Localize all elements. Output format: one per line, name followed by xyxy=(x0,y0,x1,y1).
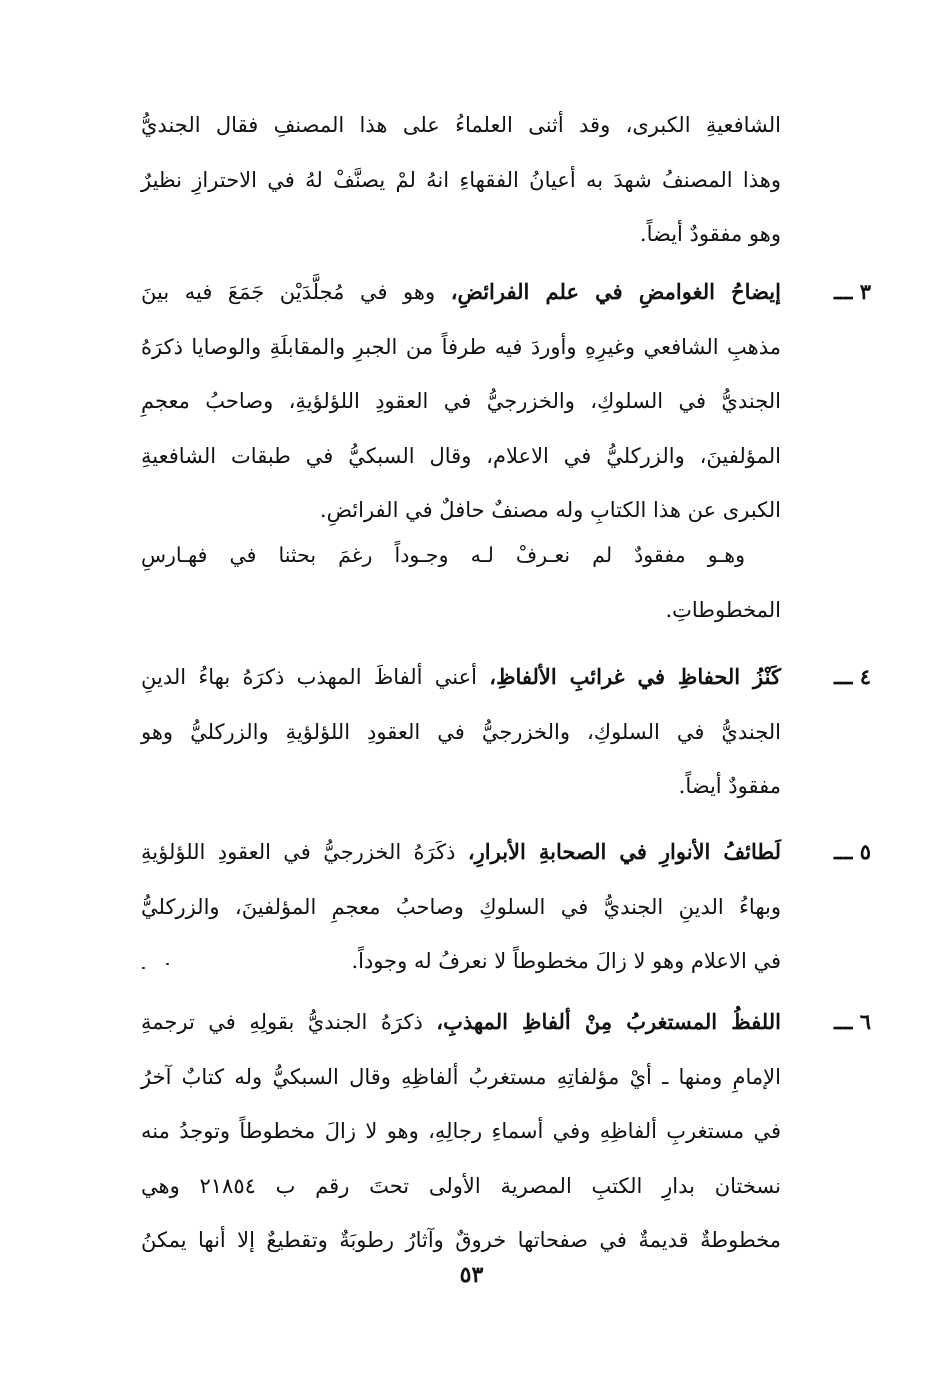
item-4-title: كَنْزُ الحفاظِ في غرائبِ الألفاظِ، xyxy=(489,664,781,689)
scan-speck xyxy=(166,963,169,965)
intro-line-2: وهذا المصنفُ شهدَ به أعيانُ الفقهاءِ انهُ لمْ يصنَّفْ لهُ في الاحترازِ نظيرٌ xyxy=(141,167,781,192)
item-3-line-5: الكبرى عن هذا الكتابِ وله مصنفٌ حافلٌ في الفرائضِ. xyxy=(319,498,781,522)
item-5-entry xyxy=(141,825,781,989)
item-6-line-2: الإمامِ ومنها ـ أيْ مؤلفاتِهِ مستغربُ ألفاظِهِ وقال السبكيُّ وله كتابٌ آخرُ xyxy=(141,1064,781,1089)
intro-paragraph xyxy=(141,98,781,262)
item-3-line-4: المؤلفينَ، والزركليُّ في الاعلام، وقال السبكيُّ في طبقات الشافعيةِ xyxy=(141,443,781,468)
item-number-3: ٣ ـــ xyxy=(833,279,871,304)
item-3-line-2: مذهبِ الشافعي وغيرِهِ وأوردَ فيه طرفاً من الجبرِ والمقابلَةِ والوصايا ذكرَهُ xyxy=(141,334,781,359)
page-number: ٥٣ xyxy=(459,1262,484,1288)
item-6-line-3: في مستغربِ ألفاظِهِ وفي أسماءِ رجالِهِ، وهو لا زالَ مخطوطاً وتوجدُ منه xyxy=(141,1119,781,1143)
item-4-line-2: الجنديُّ في السلوكِ، والخزرجيُّ في العقودِ اللؤلؤيةِ والزركليُّ وهو xyxy=(141,719,781,744)
item-4-first-line xyxy=(141,650,781,705)
item-5-line-3: في الاعلام وهو لا زالَ مخطوطاً لا نعرفُ له وجوداً. xyxy=(351,949,781,973)
item-6-line-5: مخطوطةٌ قديمةٌ في صفحاتها خروقٌ وآثارُ رطوبَةٌ وتقطيعٌ إلا أنها يمكنُ xyxy=(141,1228,781,1252)
item-number-6: ٦ ـــ xyxy=(833,1009,871,1034)
item-3-line-1: وهو في مُجلَّدَيْن جَمَعَ فيه بينَ xyxy=(141,280,436,304)
intro-line-3: وهو مفقودٌ أيضاً. xyxy=(639,222,781,246)
scan-specks xyxy=(140,962,200,972)
item-5-first-line xyxy=(141,825,781,880)
item-3-first-line xyxy=(141,265,781,320)
item-5-line-1: ذكَرَهُ الخزرجيُّ في العقودِ اللؤلؤيةِ xyxy=(141,840,456,864)
scan-speck xyxy=(142,967,145,969)
item-number-5: ٥ ـــ xyxy=(833,839,871,864)
item-3-line-3: الجنديُّ في السلوكِ، والخزرجيُّ في العقودِ اللؤلؤيةِ، وصاحبُ معجمِ xyxy=(141,389,781,413)
item-3-note-line-2: المخطوطاتِ. xyxy=(665,597,781,622)
item-5-title: لَطائفُ الأنوارِ في الصحابةِ الأبرارِ، xyxy=(467,839,781,864)
item-6-title: اللفظُ المستغربُ مِنْ ألفاظِ المهذبِ، xyxy=(436,1009,781,1034)
item-number-4: ٤ ـــ xyxy=(833,664,871,689)
intro-line-1: الشافعيةِ الكبرى، وقد أثنى العلماءُ على هذا المصنفِ فقال الجنديُّ xyxy=(141,113,781,137)
item-6-first-line xyxy=(141,995,781,1050)
item-3-title: إيضاحُ الغوامضِ في علم الفرائضِ، xyxy=(450,279,781,304)
item-5-line-2: وبهاءُ الدينِ الجنديُّ في السلوكِ وصاحبُ معجمِ المؤلفينَ، والزركليُّ xyxy=(141,894,781,919)
item-3-entry xyxy=(141,265,781,538)
item-6-line-4: نسختان بدارِ الكتبِ المصرية الأولى تحتَ رقم ب ٢١٨٥٤ وهي xyxy=(141,1173,781,1198)
item-3-note-line-1: وهـو مفقودٌ لم نعـرفْ لـه وجـوداً رغمَ بحثنا في فهـارسِ xyxy=(141,543,745,567)
item-6-entry xyxy=(141,995,781,1268)
item-4-entry xyxy=(141,650,781,814)
item-4-line-3: مفقودٌ أيضاً. xyxy=(678,774,781,798)
item-6-line-1: ذكرَهُ الجنديُّ بقولِهِ في ترجمةِ xyxy=(141,1010,423,1034)
item-3-note xyxy=(141,528,781,637)
item-4-line-1: أعني ألفاظَ المهذب ذكرَهُ بهاءُ الدينِ xyxy=(141,665,477,689)
